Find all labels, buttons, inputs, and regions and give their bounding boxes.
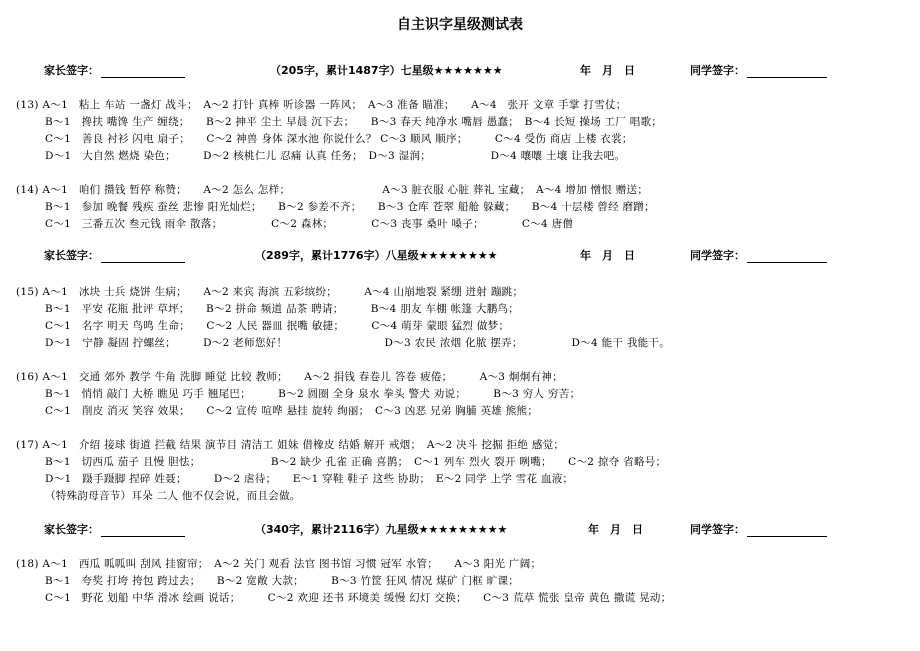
- text-line: (17) A～1 介绍 接球 街道 拦截 结果 演节目 清洁工 姐妹 借橡皮 结婚 解开 戒烟； A～2 决斗 挖掘 拒绝 感觉；: [16, 439, 565, 451]
- level-8-info: （289字，累计1776字）八星级★★★★★★★★: [255, 249, 498, 262]
- date-field: 年 月 日: [580, 249, 635, 262]
- signature-row-7: [0, 62, 920, 80]
- text-line: B～1 切西瓜 茄子 且慢 胆怯； B～2 缺少 孔雀 正确 喜鹊； C～1 列车 烈火 裂开 咧嘴； C～2 掠夺 省略号；: [45, 456, 667, 468]
- text-line: D～1 蹑手蹑脚 捏碎 姓聂； D～2 虐待； E～1 穿鞋 鞋子 这些 协助； E～2 同学 上学 雪花 血液；: [45, 473, 574, 485]
- date-field: 年 月 日: [588, 523, 643, 536]
- text-line: B～1 搀扶 嘴馋 生产 缠绕； B～2 抻平 尘土 早晨 沉下去； B～3 春天 纯净水 嘴唇 愚蠢； B～4 长短 操场 工厂 唱歌；: [45, 116, 663, 128]
- signature-row-9: [0, 521, 920, 539]
- text-line: C～1 名字 明天 鸟鸣 生命； C～2 人民 器皿 抿嘴 敏捷； C～4 萌芽 蒙眼 猛烈 做梦；: [45, 320, 510, 332]
- text-line: C～1 三番五次 叁元钱 雨伞 散落； C～2 森林； C～3 丧事 桑叶 嗓子； C～4 唐僧: [45, 218, 574, 230]
- text-line: C～1 善良 衬衫 闪电 扇子； C～2 神兽 身体 深水池 你说什么？ C～3 顺风 顺序； C～4 受伤 商店 上楼 衣裳；: [45, 133, 633, 145]
- text-line: (14) A～1 咱们 攒钱 暂停 称赞； A～2 怎么 怎样； A～3 脏衣服 心脏 葬礼 宝藏； A～4 增加 憎恨 赠送；: [16, 184, 649, 196]
- page-title: 自主识字星级测试表: [397, 17, 523, 33]
- parent-signature-field[interactable]: 家长签字：: [44, 247, 185, 263]
- text-line: (16) A～1 交通 郊外 教学 牛角 洗脚 睡觉 比较 教师； A～2 捐钱 春卷儿 答卷 疲倦； A～3 炯炯有神；: [16, 371, 563, 383]
- date-field: 年 月 日: [580, 64, 635, 77]
- level-9-info: （340字，累计2116字）九星级★★★★★★★★★: [255, 523, 508, 536]
- text-line: B～1 参加 晚餐 残疾 蚕丝 悲惨 阳光灿烂； B～2 参差不齐； B～3 仓库 苍翠 船舱 躲藏； B～4 十层楼 曾经 磨蹭；: [45, 201, 655, 213]
- text-line: (18) A～1 西瓜 呱呱叫 刮风 挂窗帘； A～2 关门 观看 法官 图书馆 习惯 冠军 水管； A～3 阳光 广阔；: [16, 558, 542, 570]
- text-line: B～1 悄悄 敲门 大桥 瞧见 巧手 翘尾巴； B～2 圆圈 全身 泉水 拳头 警犬 劝说； B～3 穷人 穷苦；: [45, 388, 581, 400]
- classmate-signature-field[interactable]: 同学签字：: [690, 62, 827, 78]
- text-line: B～1 夸奖 打垮 挎包 跨过去； B～2 宽敞 大款； B～3 竹筐 狂风 情况 煤矿 门框 旷课；: [45, 575, 520, 587]
- text-line: (15) A～1 冰块 士兵 烧饼 生病； A～2 来宾 海滨 五彩缤纷； A～4 山崩地裂 紧绷 迸射 蹦跳；: [16, 286, 524, 298]
- parent-signature-field[interactable]: 家长签字：: [44, 62, 185, 78]
- level-7-info: （205字，累计1487字）七星级★★★★★★★: [270, 64, 503, 77]
- text-line: C～1 削皮 消灭 笑容 效果； C～2 宣传 喧哗 悬挂 旋转 绚丽； C～3 凶恶 兄弟 胸脯 英雄 熊熊；: [45, 405, 539, 417]
- text-line: （特殊韵母音节）耳朵 二人 他不仅会说，而且会做。: [45, 490, 301, 502]
- text-line: D～1 大自然 燃烧 染色； D～2 核桃仁儿 忍痛 认真 任务； D～3 湿润； D～4 嚷嚷 土壤 让我去吧。: [45, 150, 626, 162]
- text-line: D～1 宁静 凝固 拧螺丝； D～2 老师您好！ D～3 农民 浓烟 化脓 摆弄； D～4 能干 我能干。: [45, 337, 671, 349]
- signature-row-8: [0, 247, 920, 265]
- text-line: (13) A～1 粘上 车站 一盏灯 战斗； A～2 打针 真棒 听诊器 一阵风； A～3 准备 瞄准； A～4 张开 文章 手掌 打雪仗；: [16, 99, 627, 111]
- classmate-signature-field[interactable]: 同学签字：: [690, 247, 827, 263]
- text-line: C～1 野花 划船 中华 滑冰 绘画 说话； C～2 欢迎 还书 环境美 缓慢 幻灯 交换； C～3 荒草 慌张 皇帝 黄色 撒谎 晃动；: [45, 592, 672, 604]
- text-line: B～1 平安 花瓶 批评 草坪； B～2 拼命 频道 品茶 聘请； B～4 朋友 车棚 帐篷 大鹏鸟；: [45, 303, 520, 315]
- classmate-signature-field[interactable]: 同学签字：: [690, 521, 827, 537]
- parent-signature-field[interactable]: 家长签字：: [44, 521, 185, 537]
